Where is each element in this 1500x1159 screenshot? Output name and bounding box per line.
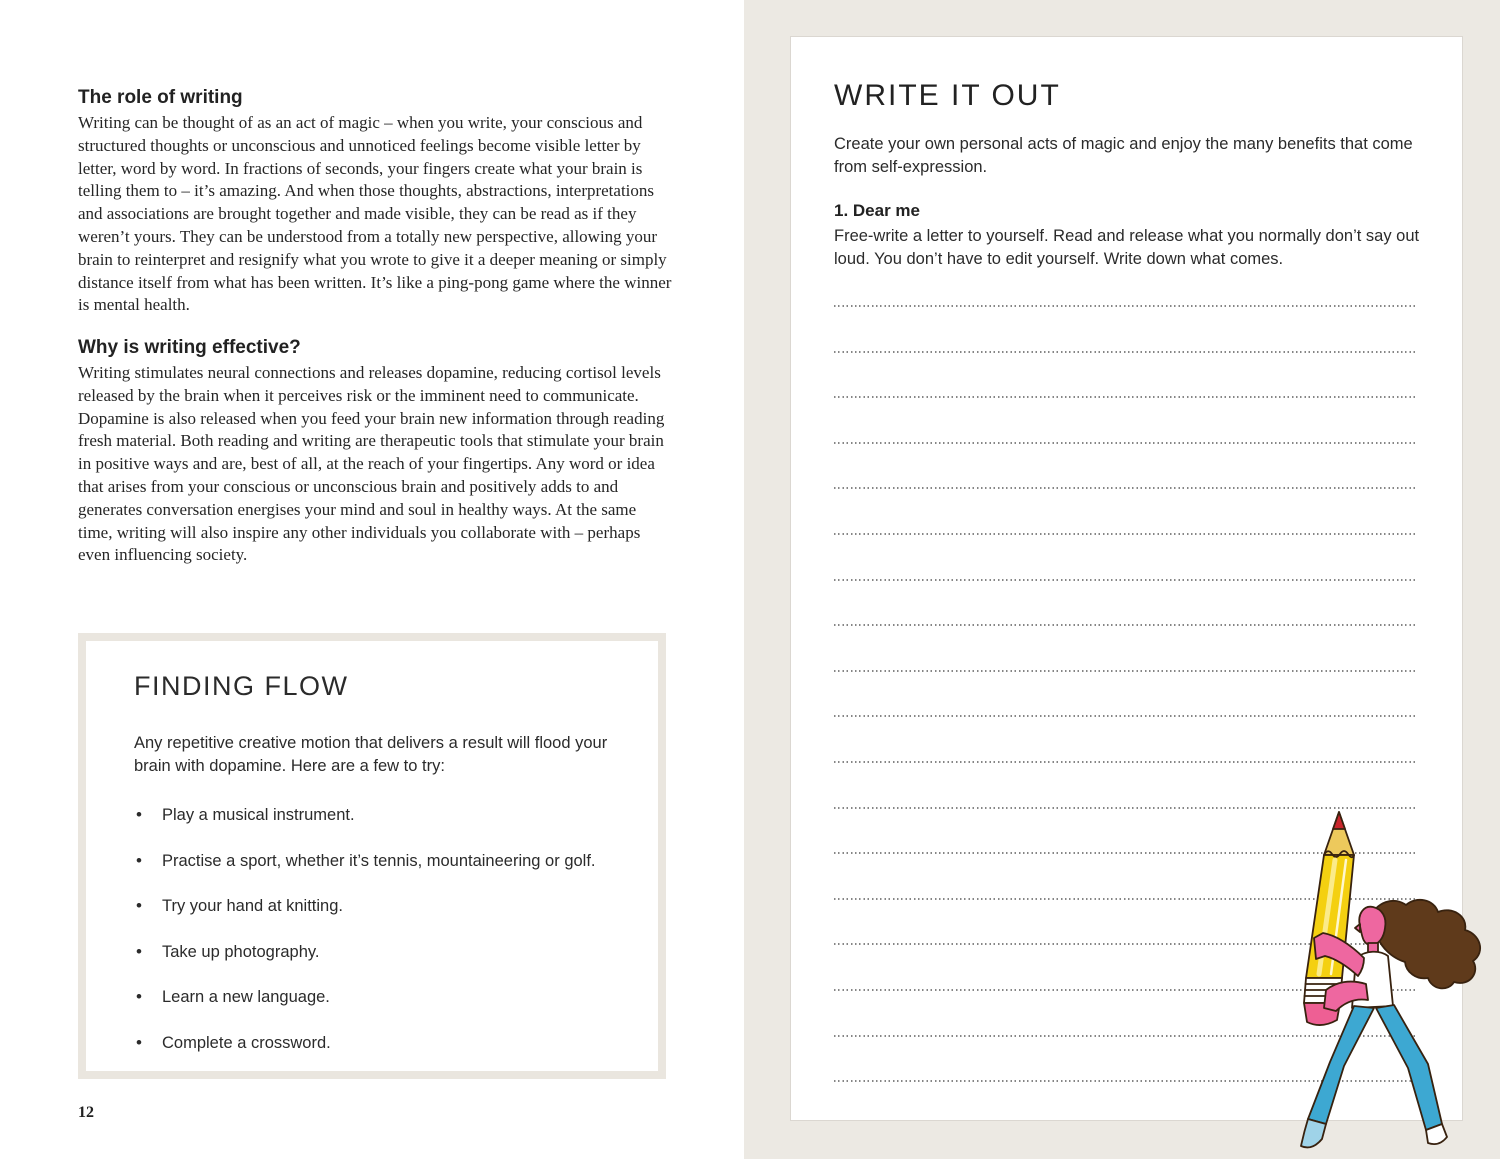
- section-heading: Why is writing effective?: [78, 337, 301, 358]
- section-why-writing-effective: [78, 336, 674, 567]
- exercise-body: Free-write a letter to yourself. Read and release what you normally don’t say out loud. You don’t have to edit yourself. Write down what comes.: [834, 227, 1420, 268]
- section-role-of-writing: [78, 86, 674, 317]
- writing-line: [834, 761, 1418, 763]
- left-foot: [1301, 1119, 1326, 1147]
- section-body: Writing stimulates neural connections and releases dopamine, reducing cortisol levels released by the brain when it perceives risk or the imminent need to communicate. Dopamine is also released when you feed your brain new information through reading fresh material. Both reading and writing are therapeutic tools that stimulate your brain in positive ways and are, best of all, at the reach of your fingertips. Any word or idea that arises from your conscious or unconscious brain and positively adds to and generates conversation energises your mind and soul in healthy ways. At the same time, writing will also inspire any other individuals you collaborate with – perhaps even influencing society.: [78, 363, 665, 565]
- write-it-out-intro: Create your own personal acts of magic and enjoy the many benefits that come from self-expression.: [834, 135, 1413, 176]
- writing-line: [834, 351, 1418, 353]
- right-leg: [1376, 1005, 1442, 1130]
- writing-line: [834, 442, 1418, 444]
- nose: [1355, 924, 1360, 932]
- left-page: [78, 0, 678, 1159]
- write-it-out-title: WRITE IT OUT: [834, 79, 1061, 112]
- pencil-tip: [1333, 812, 1345, 829]
- bullet-item: • Try your hand at knitting.: [134, 895, 616, 918]
- head-shape: [1359, 907, 1385, 945]
- writing-line: [834, 670, 1418, 672]
- section-heading: The role of writing: [78, 87, 243, 108]
- writing-line: [834, 579, 1418, 581]
- writing-line: [834, 715, 1418, 717]
- bullet-item: • Play a musical instrument.: [134, 804, 616, 827]
- finding-flow-intro: Any repetitive creative motion that delivers a result will flood your brain with dopamine. Here are a few to try:: [134, 734, 608, 775]
- writing-line: [834, 487, 1418, 489]
- finding-flow-title: FINDING FLOW: [134, 671, 349, 701]
- pencil-woman-illustration: [1278, 806, 1488, 1159]
- bullet-item: • Take up photography.: [134, 941, 616, 964]
- finding-flow-list: [134, 804, 616, 1055]
- writing-line: [834, 624, 1418, 626]
- bullet-item: • Complete a crossword.: [134, 1032, 616, 1055]
- page-number: 12: [78, 1104, 94, 1121]
- writing-line: [834, 305, 1418, 307]
- finding-flow-box: [78, 633, 666, 1079]
- section-body: Writing can be thought of as an act of magic – when you write, your conscious and structured thoughts or unconscious and unnoticed feelings become visible letter by letter, word by word. In fractions of seconds, your fingers create what your brain is telling them to – it’s amazing. And when those thoughts, abstractions, interpretations and associations are brought together and made visible, they can be read as if they weren’t yours. They can be understood from a totally new perspective, allowing your brain to reinterpret and resignify what you wrote to give it a deeper meaning or simply distance itself from what has been written. It’s like a ping-pong game where the winner is mental health.: [78, 113, 672, 315]
- bullet-item: • Learn a new language.: [134, 986, 616, 1009]
- bullet-item: • Practise a sport, whether it’s tennis, mountaineering or golf.: [134, 850, 616, 873]
- exercise-heading: 1. Dear me: [834, 201, 920, 220]
- writing-line: [834, 533, 1418, 535]
- writing-line: [834, 396, 1418, 398]
